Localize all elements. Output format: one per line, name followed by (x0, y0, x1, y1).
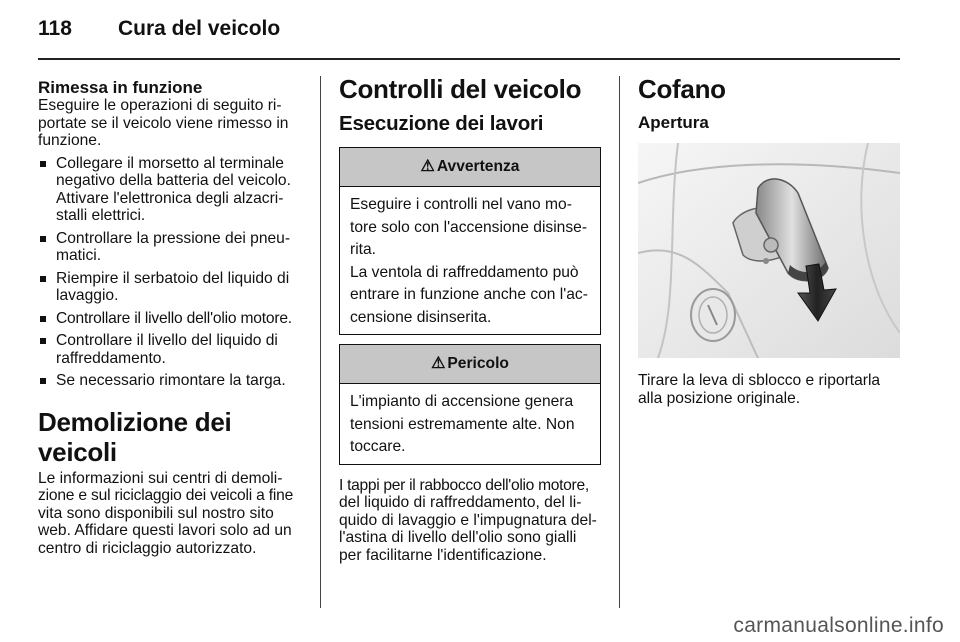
intro-text (38, 97, 308, 150)
watermark: carmanualsonline.info (733, 614, 944, 637)
warning-triangle-icon: ⚠ (420, 158, 435, 176)
text-line: raffreddamento. (56, 349, 166, 367)
danger-box-body (340, 384, 600, 464)
text-line: portate se il veicolo viene rimesso in (38, 114, 289, 132)
bullet-icon (40, 338, 46, 344)
text-line: Attivare l'elettronica degli alzacri- (56, 189, 284, 207)
column-middle (339, 74, 601, 564)
text-line: l'astina di livello dell'olio sono gialli (339, 529, 577, 546)
list-item (38, 270, 308, 305)
text-line: lavaggio. (56, 287, 119, 304)
subtitle-esecuzione: Esecuzione dei lavori (339, 112, 544, 135)
bullet-icon (40, 316, 46, 322)
text-line: Collegare il morsetto al terminale (56, 154, 284, 172)
text-line: entrare in funzione anche con l'ac- (350, 286, 588, 303)
warning-box-body (340, 187, 600, 334)
text-line: Se necessario rimontare la targa. (56, 372, 286, 389)
bullet-list (38, 155, 308, 390)
title-controlli: Controlli del veicolo (339, 74, 582, 104)
danger-label: Pericolo (447, 355, 509, 373)
text-line: del liquido di raffreddamento, del li- (339, 494, 582, 511)
heading-demolizione: Demolizione dei veicoli (38, 406, 232, 467)
text-line: per facilitarne l'identificazione. (339, 546, 547, 564)
text-line: Eseguire i controlli nel vano mo- (350, 196, 572, 213)
text-line: Controllare il livello dell'olio motore. (56, 309, 292, 327)
text-line: Controllare la pressione dei pneu- (56, 229, 291, 247)
text-line: Riempire il serbatoio del liquido di (56, 269, 290, 287)
hood-release-lever-icon (638, 143, 900, 358)
text-line: alla posizione originale. (638, 389, 801, 407)
text-line: La ventola di raffreddamento può (350, 263, 579, 281)
demolizione-text (38, 470, 308, 558)
warning-box-header (340, 148, 600, 187)
column-divider-1 (320, 76, 321, 608)
text-line: toccare. (350, 438, 406, 455)
text-line: Controllare il livello del liquido di (56, 332, 278, 349)
text-line: Le informazioni sui centri di demoli- (38, 469, 283, 487)
bullet-icon (40, 378, 46, 384)
text-line: stalli elettrici. (56, 207, 146, 224)
danger-box-header (340, 345, 600, 384)
danger-box (339, 344, 601, 465)
list-item (38, 155, 308, 225)
header-rule (38, 58, 900, 60)
bullet-icon (40, 276, 46, 282)
warning-label: Avvertenza (436, 158, 520, 176)
caption-apertura (638, 372, 903, 407)
text-line: zione e sul riciclaggio dei veicoli a fine (38, 487, 294, 504)
section-title: Cura del veicolo (118, 17, 281, 40)
heading-rimessa: Rimessa in funzione (38, 78, 203, 97)
page-header (38, 17, 280, 41)
warning-box (339, 147, 601, 335)
list-item (38, 310, 308, 328)
text-line: negativo della batteria del veicolo. (56, 172, 291, 189)
text-line: funzione. (38, 132, 102, 149)
bullet-icon (40, 236, 46, 242)
column-right (638, 74, 903, 407)
text-line: centro di riciclaggio autorizzato. (38, 539, 257, 557)
text-line: vita sono disponibili sul nostro sito (38, 504, 274, 522)
text-line: tensioni estremamente alte. Non (350, 415, 575, 433)
text-line: quido di lavaggio e l'impugnatura del- (339, 511, 597, 529)
text-line: matici. (56, 247, 102, 264)
title-cofano: Cofano (638, 74, 726, 104)
text-line: web. Affidare questi lavori solo ad un (38, 522, 292, 539)
text-line: L'impianto di accensione genera (350, 393, 574, 410)
hood-release-illustration (638, 143, 900, 358)
column-left (38, 78, 308, 557)
warning-triangle-icon: ⚠ (431, 355, 446, 373)
subtitle-apertura: Apertura (638, 113, 709, 132)
text-line: Tirare la leva di sblocco e riportarla (638, 372, 881, 389)
text-line: tore solo con l'accensione disinse- (350, 218, 588, 236)
text-line: censione disinserita. (350, 308, 492, 326)
text-line: Eseguire le operazioni di seguito ri- (38, 97, 282, 114)
page-number: 118 (38, 17, 72, 40)
list-item (38, 230, 308, 265)
list-item (38, 372, 308, 390)
text-line: I tappi per il rabbocco dell'olio motore, (339, 476, 589, 494)
text-line: rita. (350, 241, 376, 258)
bullet-icon (40, 161, 46, 167)
column-divider-2 (619, 76, 620, 608)
tappi-text (339, 477, 601, 565)
list-item (38, 332, 308, 367)
